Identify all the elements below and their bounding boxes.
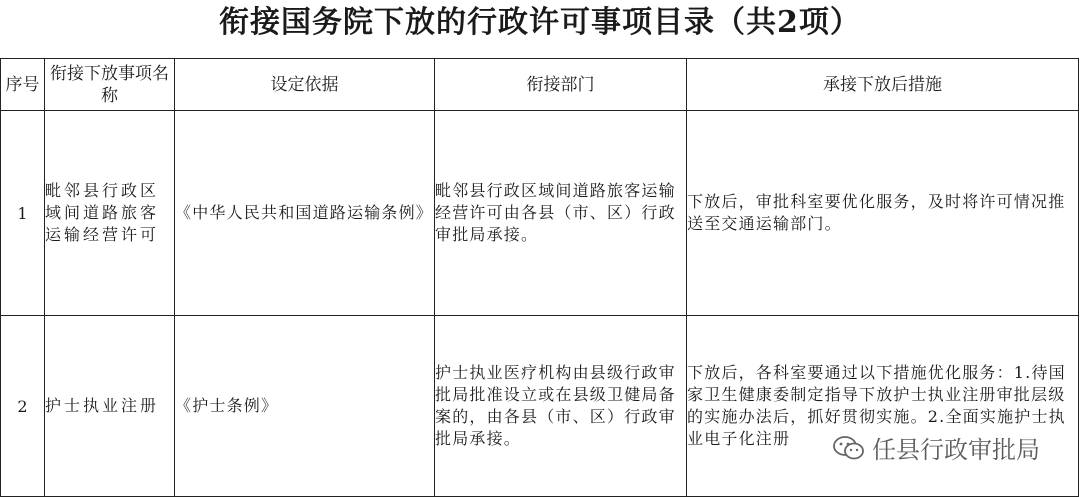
header-no: 序号 [1, 59, 45, 111]
account-watermark [826, 428, 1046, 467]
header-basis: 设定依据 [175, 59, 435, 111]
wechat-icon [832, 435, 866, 461]
legal-basis: 《护士条例》 [175, 316, 435, 497]
department: 毗邻县行政区域间道路旅客运输经营许可由各县（市、区）行政审批局承接。 [435, 111, 687, 316]
watermark-text: 任县行政审批局 [872, 436, 1040, 464]
measures: 下放后，各科室要通过以下措施优化服务：1.待国家卫生健康委制定指导下放护士执业注册审批层级的实施办法后，抓好贯彻实施。2.全面实施护士执业电子化注册 [687, 316, 1079, 497]
department: 护士执业医疗机构由县级行政审批局批准设立或在县级卫健局备案的，由各县（市、区）行政审批局承接。 [435, 316, 687, 497]
legal-basis: 《中华人民共和国道路运输条例》 [175, 111, 435, 316]
header-measures: 承接下放后措施 [687, 59, 1079, 111]
item-name: 毗邻县行政区域间道路旅客运输经营许可 [45, 111, 175, 316]
row-number: 1 [1, 111, 45, 316]
document-title: 衔接国务院下放的行政许可事项目录（共2项） [219, 5, 861, 40]
measures: 下放后，审批科室要优化服务，及时将许可情况推送至交通运输部门。 [687, 111, 1079, 316]
table-row [1, 316, 1079, 497]
header-department: 衔接部门 [435, 59, 687, 111]
header-item-name: 衔接下放事项名称 [45, 59, 175, 111]
row-number: 2 [1, 316, 45, 497]
item-name: 护士执业注册 [45, 316, 175, 497]
table-row [1, 111, 1079, 316]
table-header-row [1, 59, 1079, 111]
